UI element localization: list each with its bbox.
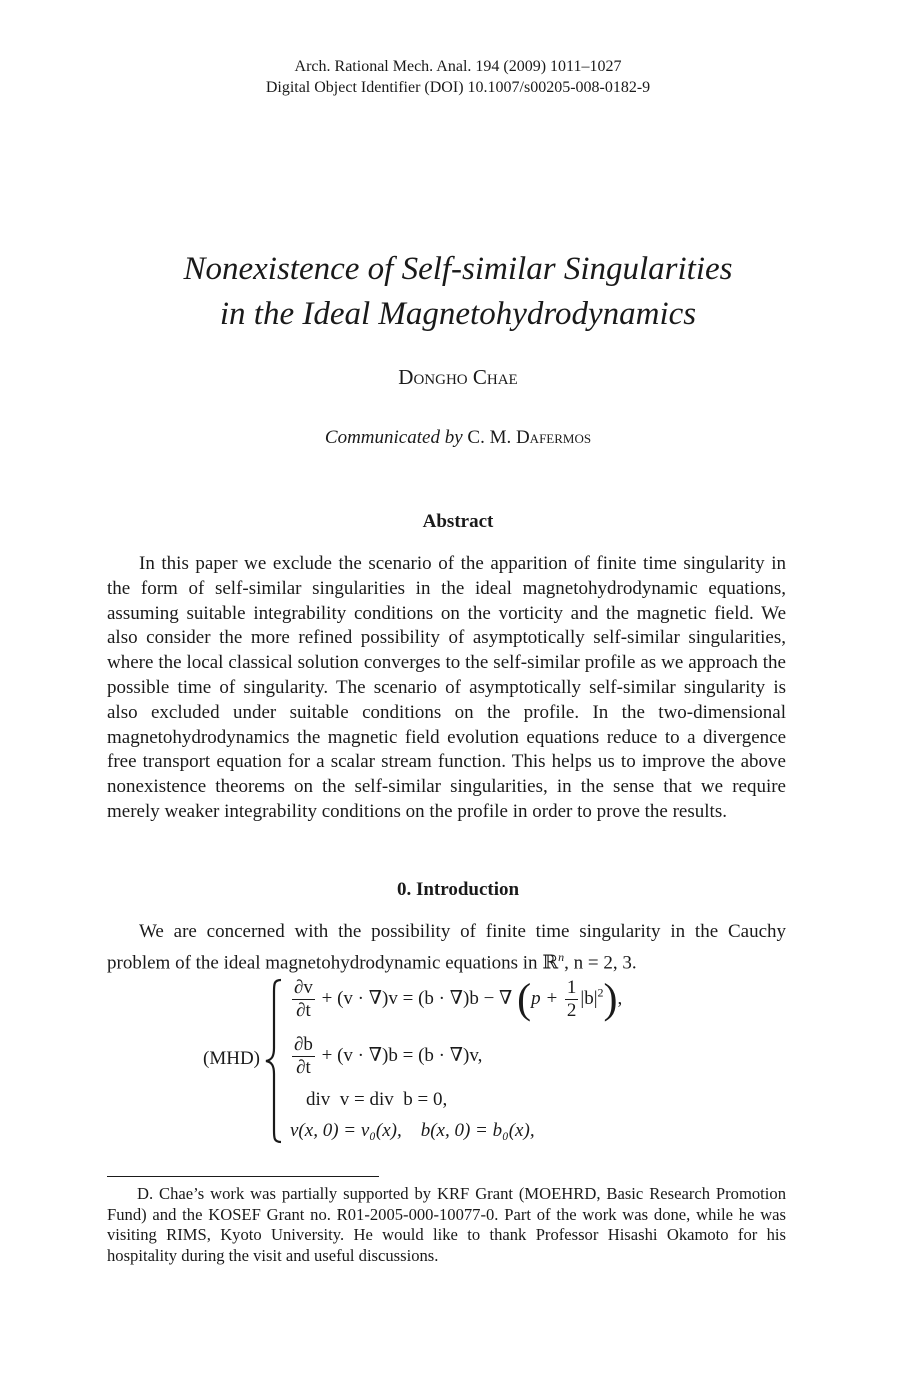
equation-initial-data: v(x, 0) = v₀(x), b(x, 0) = b₀(x), (290, 1120, 535, 1141)
space-symbol: ℝ (542, 952, 559, 974)
eq1-pressure: p + (531, 987, 559, 1009)
right-paren: ) (603, 976, 618, 1023)
doi-line: Digital Object Identifier (DOI) 10.1007/s00205-008-0182-9 (265, 79, 651, 96)
footnote-rule (107, 1176, 379, 1177)
introduction-heading: 0. Introduction (396, 879, 520, 900)
eq1-comma: , (617, 987, 623, 1009)
space-exponent: n (558, 949, 565, 964)
equation-induction (290, 1034, 482, 1079)
footnote-text: D. Chae’s work was partially supported by KRF Grant (MOEHRD, Basic Research Promotion Fund) and the KOSEF Grant no. R01-2005-000-10077-0. Part of the work was done, while he was visiting RIMS, Kyoto University. He would like to thank Professor Hisashi Okamoto for his hospitality during the visit and useful discussions. (107, 1184, 786, 1265)
author-name: Dongho Chae (398, 365, 518, 389)
left-paren: ( (517, 976, 532, 1023)
intro-text-before: We are concerned with the possibility of finite time singularity in the Cauchy problem of the ideal magnetohydrodynamic equations in (107, 921, 786, 974)
communicator-name: C. M. Dafermos (467, 427, 592, 448)
intro-text-after: , n = 2, 3. (564, 952, 637, 974)
abstract-heading: Abstract (422, 511, 494, 532)
title-line-2: in the Ideal Magnetohydrodynamics (219, 296, 697, 332)
equation-label: (MHD) (203, 1048, 260, 1069)
left-brace (264, 978, 284, 1144)
eq2-rest: + (v · ∇)b = (b · ∇)v, (321, 1044, 483, 1066)
abstract-text: In this paper we exclude the scenario of the apparition of finite time singularity in the form of self-similar singularities in the ideal magnetohydrodynamic equations, assuming suitable integrability conditions on the vorticity and the magnetic field. We also consider the more refined possibility of asymptotically self-similar singularities, where the local classical solution converges to the self-similar profile as we approach the possible time of singularity. The scenario of asymptotically self-similar singularity is also excluded under suitable conditions on the profile. In the two-dimensional magnetohydrodynamics the magnetic field evolution equations reduce to a divergence free transport equation for a scalar stream function. This helps us to improve the above nonexistence theorems on the self-similar singularities, in the sense that we require merely weaker integrability conditions on the profile in order to prove the results. (107, 553, 786, 822)
eq1-square: 2 (597, 985, 604, 1000)
introduction-text (107, 920, 786, 976)
fraction-one-half: $\frac{1}{2}$ (566, 977, 577, 1021)
journal-citation: Arch. Rational Mech. Anal. 194 (2009) 1011–1027 (294, 58, 622, 75)
title-line-1: Nonexistence of Self-similar Singularities (183, 251, 733, 287)
paper-title (0, 247, 916, 337)
fraction-dv-dt: $\frac{\partial v}{\partial t}$ (294, 977, 313, 1021)
communicated-prefix: Communicated by (324, 427, 463, 448)
eq1-middle: + (v · ∇)v = (b · ∇)b − ∇ (321, 987, 513, 1009)
communicated-by (0, 427, 916, 449)
fraction-db-dt: $\frac{\partial b}{\partial t}$ (294, 1034, 313, 1078)
equation-momentum (290, 977, 622, 1022)
eq1-b-norm: |b| (580, 987, 598, 1009)
equation-divergence: div v = div b = 0, (306, 1089, 448, 1110)
